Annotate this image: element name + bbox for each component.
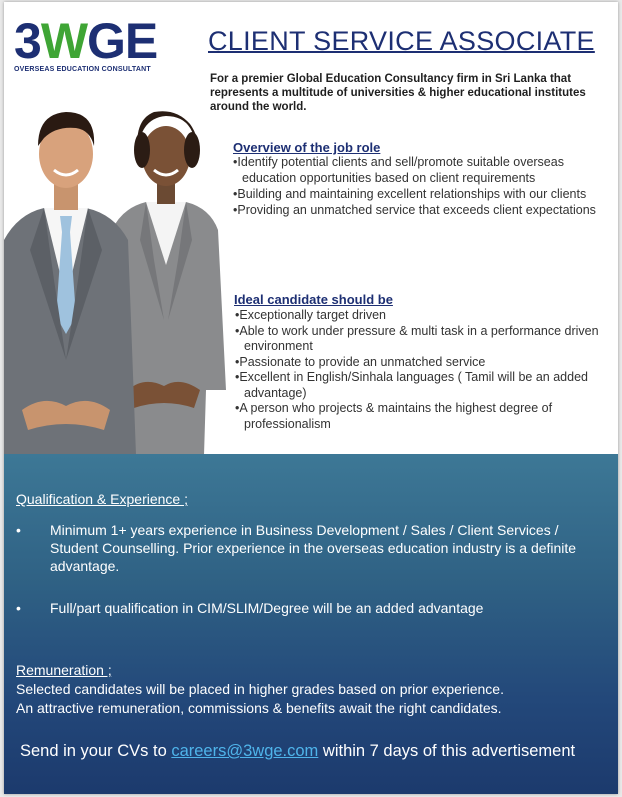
details-panel (4, 454, 618, 794)
remuneration-line: Selected candidates will be placed in higher grades based on prior experience. (16, 681, 504, 697)
qualification-item: • Minimum 1+ years experience in Business Development / Sales / Client Services / Student Counselling. Prior experience in the overseas education industry is a definite advantage. (16, 521, 606, 575)
company-logo (14, 13, 192, 73)
careers-email-link[interactable]: careers@3wge.com (171, 742, 319, 760)
logo-part-w: W (40, 13, 88, 69)
cta-before: Send in your CVs to (20, 742, 172, 760)
ideal-item: • Exceptionally target driven (235, 308, 607, 324)
ideal-item: • A person who projects & maintains the highest degree of professionalism (235, 401, 607, 432)
remuneration-line: An attractive remuneration, commissions & benefits await the right candidates. (16, 700, 502, 716)
apply-instruction (20, 742, 575, 761)
logo-part-ge: GE (87, 13, 158, 69)
ideal-candidate-list (235, 308, 607, 432)
ideal-candidate-heading: Ideal candidate should be (234, 292, 393, 307)
qualification-item: • Full/part qualification in CIM/SLIM/Degree will be an added advantage (16, 599, 606, 617)
man-figure (4, 112, 136, 455)
ideal-item: • Passionate to provide an unmatched service (235, 355, 607, 371)
logo-tagline: OVERSEAS EDUCATION CONSULTANT (14, 66, 151, 73)
job-title: CLIENT SERVICE ASSOCIATE (208, 26, 595, 56)
qualification-heading: Qualification & Experience ; (16, 491, 188, 507)
ideal-item: • Able to work under pressure & multi task in a performance driven environment (235, 324, 607, 355)
overview-heading: Overview of the job role (233, 140, 381, 155)
overview-list (233, 154, 613, 218)
qualification-list (16, 521, 606, 617)
intro-text: For a premier Global Education Consultancy firm in Sri Lanka that represents a multitude of universities & higher educational institutes around the world. (210, 73, 586, 113)
logo-part-3: 3 (14, 13, 41, 69)
cta-after: within 7 days of this advertisement (318, 742, 576, 760)
logo-wordmark (14, 13, 192, 69)
remuneration-heading: Remuneration ; (16, 662, 112, 678)
job-advertisement (4, 2, 618, 794)
overview-item: • Providing an unmatched service that exceeds client expectations (233, 202, 613, 218)
business-people-photo (4, 90, 232, 455)
overview-item: • Identify potential clients and sell/promote suitable overseas education opportunities based on client requirements (233, 154, 613, 186)
ideal-item: • Excellent in English/Sinhala languages ( Tamil will be an added advantage) (235, 370, 607, 401)
overview-item: • Building and maintaining excellent relationships with our clients (233, 186, 613, 202)
remuneration-text (16, 680, 606, 718)
